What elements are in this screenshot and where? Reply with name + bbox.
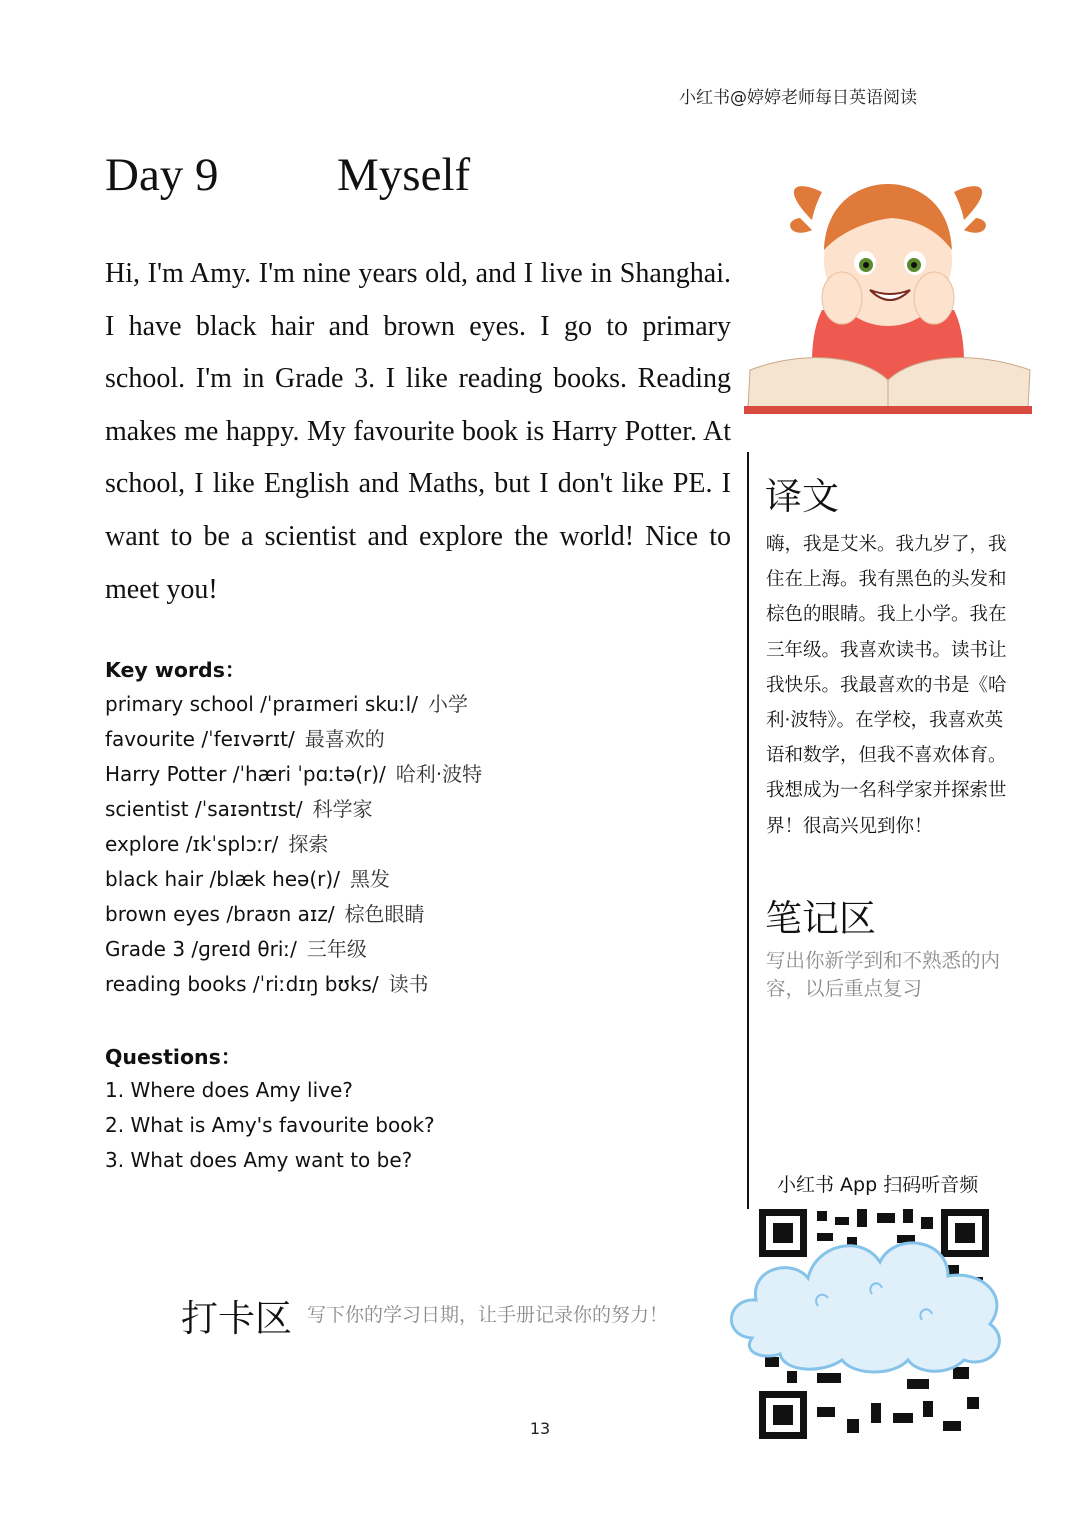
key-word: brown eyes /braʊn aɪz/ — [105, 902, 335, 926]
checkin-hint: 写下你的学习日期，让手册记录你的努力！ — [307, 1304, 669, 1326]
key-word-translation: 读书 — [388, 972, 429, 996]
key-word-item — [105, 968, 482, 1003]
key-word: primary school /ˈpraɪmeri skuːl/ — [105, 692, 418, 716]
questions-list — [105, 1074, 435, 1179]
cloud-icon — [722, 1228, 1014, 1378]
key-word: black hair /blæk heə(r)/ — [105, 867, 340, 891]
key-word-item — [105, 898, 482, 933]
watermark: 小红书@婷婷老师每日英语阅读 — [679, 88, 917, 108]
page-number: 13 — [529, 1419, 551, 1438]
key-word-item — [105, 688, 482, 723]
key-word: reading books /ˈriːdɪŋ bʊks/ — [105, 972, 379, 996]
question-item: 3. What does Amy want to be? — [105, 1148, 413, 1172]
key-word-translation: 三年级 — [306, 937, 367, 961]
sidebar-divider — [747, 452, 749, 1209]
key-word-item — [105, 828, 482, 863]
question-item: 2. What is Amy's favourite book? — [105, 1113, 435, 1137]
reading-passage: Hi, I'm Amy. I'm nine years old, and I live in Shanghai. I have black hair and brown eyes. I go to primary school. I'm in Grade 3. I like reading books. Reading makes me happy. My favourite book is Harry Potter. At school, I like English and Maths, but I don't like PE. I want to be a scientist and explore the world! Nice to meet you! — [105, 258, 731, 605]
key-words-list — [105, 688, 482, 1003]
page-title — [105, 148, 470, 202]
key-word: scientist /ˈsaɪəntɪst/ — [105, 797, 303, 821]
key-word-item — [105, 933, 482, 968]
translation-heading: 译文 — [765, 475, 839, 518]
notes-heading: 笔记区 — [765, 897, 876, 940]
key-word-translation: 科学家 — [312, 797, 373, 821]
key-word-translation: 棕色眼睛 — [344, 902, 425, 926]
topic-label: Myself — [337, 149, 471, 201]
key-words-heading: Key words： — [105, 658, 246, 682]
key-word-translation: 最喜欢的 — [304, 727, 385, 751]
key-word: explore /ɪkˈsplɔːr/ — [105, 832, 279, 856]
key-word-item — [105, 723, 482, 758]
key-word-translation: 黑发 — [349, 867, 390, 891]
qr-caption: 小红书 App 扫码听音频 — [777, 1174, 979, 1196]
girl-reading-illustration — [742, 180, 1034, 420]
key-word: Harry Potter /ˈhæri ˈpɑːtə(r)/ — [105, 762, 386, 786]
day-label: Day 9 — [105, 149, 219, 201]
notes-hint: 写出你新学到和不熟悉的内容，以后重点复习 — [766, 949, 1001, 1000]
key-word: Grade 3 /ɡreɪd θriː/ — [105, 937, 297, 961]
key-word-item — [105, 793, 482, 828]
key-word-item — [105, 863, 482, 898]
checkin-heading: 打卡区 — [181, 1297, 292, 1340]
question-item: 1. Where does Amy live? — [105, 1078, 353, 1102]
key-word-item — [105, 758, 482, 793]
key-word-translation: 哈利·波特 — [395, 762, 483, 786]
questions-heading: Questions： — [105, 1045, 242, 1069]
key-word: favourite /ˈfeɪvərɪt/ — [105, 727, 295, 751]
key-word-translation: 小学 — [427, 692, 468, 716]
key-word-translation: 探索 — [288, 832, 329, 856]
translation-text: 嗨，我是艾米。我九岁了，我住在上海。我有黑色的头发和棕色的眼睛。我上小学。我在三年级。我喜欢读书。读书让我快乐。我最喜欢的书是《哈利·波特》。在学校，我喜欢英语和数学，但我不喜欢体育。我想成为一名科学家并探索世界！很高兴见到你！ — [766, 534, 1007, 837]
